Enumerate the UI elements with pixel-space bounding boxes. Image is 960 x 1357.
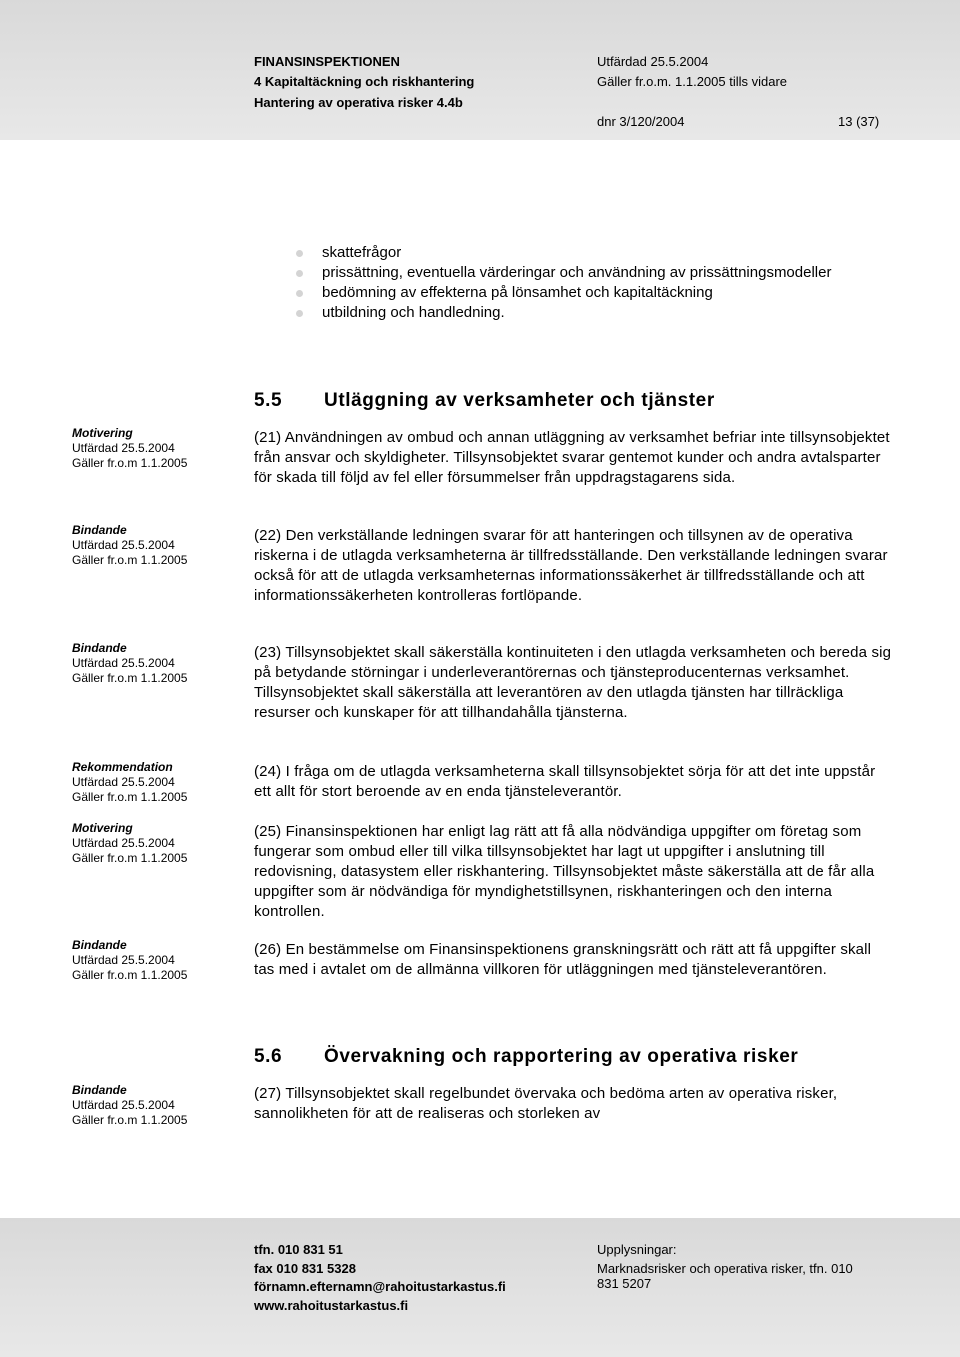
section-heading (254, 1046, 798, 1068)
footer-info-label: Upplysningar: (597, 1242, 677, 1257)
margin-note (72, 641, 187, 686)
note-valid: Gäller fr.o.m 1.1.2005 (72, 1113, 188, 1127)
page-header (0, 0, 960, 140)
paragraph-25: (25) Finansinspektionen har enligt lag rätt att få alla nödvändiga uppgifter om företag som fungerar som ombud eller till vilka tillsynsobjektet har lagt ut uppgifter i anslutning till redovisning, datasystem eller riskhantering. Tillsynsobjektet måste säkerställa att de får alla uppgifter som är nödvändiga för myndighetstillsynen, riskhanteringen och den interna kontrollen. (254, 823, 875, 920)
note-issued: Utfärdad 25.5.2004 (72, 656, 175, 670)
header-valid: Gäller fr.o.m. 1.1.2005 tills vidare (597, 74, 788, 89)
section-title: Utläggning av verksamheter och tjänster (324, 390, 715, 411)
note-type: Bindande (72, 523, 127, 537)
page-footer (0, 1218, 960, 1357)
note-type: Motivering (72, 426, 133, 440)
bullet-icon (296, 250, 303, 257)
note-issued: Utfärdad 25.5.2004 (72, 538, 175, 552)
footer-phone: tfn. 010 831 51 (254, 1242, 343, 1257)
note-type: Bindande (72, 641, 127, 655)
margin-note (72, 1083, 187, 1128)
note-issued: Utfärdad 25.5.2004 (72, 953, 175, 967)
section-number: 5.6 (254, 1046, 283, 1067)
note-issued: Utfärdad 25.5.2004 (72, 441, 175, 455)
margin-note (72, 426, 187, 471)
list-item: skattefrågor (296, 243, 842, 263)
footer-website: www.rahoitustarkastus.fi (254, 1298, 409, 1313)
note-type: Rekommendation (72, 760, 173, 774)
margin-note (72, 760, 187, 805)
header-org: FINANSINSPEKTIONEN (254, 54, 400, 69)
footer-email: förnamn.efternamn@rahoitustarkastus.fi (254, 1279, 506, 1294)
paragraph-27: (27) Tillsynsobjektet skall regelbundet övervaka och bedöma arten av operativa risker, sannolikheten för att de realiseras och storleken av (254, 1085, 838, 1122)
paragraph-23: (23) Tillsynsobjektet skall säkerställa kontinuiteten i den utlagda verksamheten och bereda sig på betydande störningar i underleverantörernas och tjänsteproducenternas verksamhet. Tillsynsobjektet skall säkerställa att leverantören av den utlagda tjänsten har tillräckliga resurser och kunskaper för att tillhandahålla tjänsterna. (254, 644, 892, 721)
margin-note (72, 523, 187, 568)
note-valid: Gäller fr.o.m 1.1.2005 (72, 671, 188, 685)
section-title: Övervakning och rapportering av operativa risker (324, 1046, 799, 1067)
note-type: Bindande (72, 938, 127, 952)
header-issued: Utfärdad 25.5.2004 (597, 54, 709, 69)
note-valid: Gäller fr.o.m 1.1.2005 (72, 790, 188, 804)
header-section: Hantering av operativa risker 4.4b (254, 95, 463, 110)
note-issued: Utfärdad 25.5.2004 (72, 836, 175, 850)
section-heading (254, 390, 715, 412)
bullet-icon (296, 270, 303, 277)
list-item: utbildning och handledning. (296, 303, 842, 323)
header-dnr: dnr 3/120/2004 (597, 114, 685, 129)
note-type: Motivering (72, 821, 133, 835)
paragraph-24: (24) I fråga om de utlagda verksamheterna skall tillsynsobjektet sörja för att det inte uppstår ett allt för stort beroende av en enda tjänsteleverantör. (254, 763, 876, 800)
footer-info-line2: 831 5207 (597, 1276, 652, 1291)
bullet-list (296, 243, 842, 323)
note-type: Bindande (72, 1083, 127, 1097)
bullet-icon (296, 290, 303, 297)
note-valid: Gäller fr.o.m 1.1.2005 (72, 553, 188, 567)
note-issued: Utfärdad 25.5.2004 (72, 1098, 175, 1112)
note-valid: Gäller fr.o.m 1.1.2005 (72, 456, 188, 470)
list-item: bedömning av effekterna på lönsamhet och kapitaltäckning (296, 283, 842, 303)
section-number: 5.5 (254, 390, 283, 411)
paragraph-26: (26) En bestämmelse om Finansinspektionens granskningsrätt och rätt att få uppgifter skall tas med i avtalet om de allmänna villkoren för utläggningen med tjänsteleverantören. (254, 941, 872, 978)
bullet-icon (296, 310, 303, 317)
footer-info-line1: Marknadsrisker och operativa risker, tfn. 010 (597, 1261, 853, 1276)
header-chapter: 4 Kapitaltäckning och riskhantering (254, 74, 475, 89)
paragraph-21: (21) Användningen av ombud och annan utläggning av verksamhet befriar inte tillsynsobjektet från ansvar och skyldigheter. Tillsynsobjektet svarar gentemot kunder och andra avtalsparter för skada till följd av fel eller försummelser från uppdragstagarens sida. (254, 429, 890, 486)
header-page-number: 13 (37) (838, 114, 880, 129)
list-item: prissättning, eventuella värderingar och användning av prissättningsmodeller (296, 263, 842, 283)
margin-note (72, 938, 187, 983)
note-valid: Gäller fr.o.m 1.1.2005 (72, 968, 188, 982)
note-issued: Utfärdad 25.5.2004 (72, 775, 175, 789)
note-valid: Gäller fr.o.m 1.1.2005 (72, 851, 188, 865)
margin-note (72, 821, 187, 866)
paragraph-22: (22) Den verkställande ledningen svarar för att hanteringen och tillsynen av de operativa riskerna i de utlagda verksamheterna är tillfredsställande. Den verkställande ledningen svarar också för att de utlagda verksamheternas informationssäkerhet är tillfredsställande och att informationssäkerheten kontrolleras fortlöpande. (254, 527, 888, 604)
footer-fax: fax 010 831 5328 (254, 1261, 356, 1276)
